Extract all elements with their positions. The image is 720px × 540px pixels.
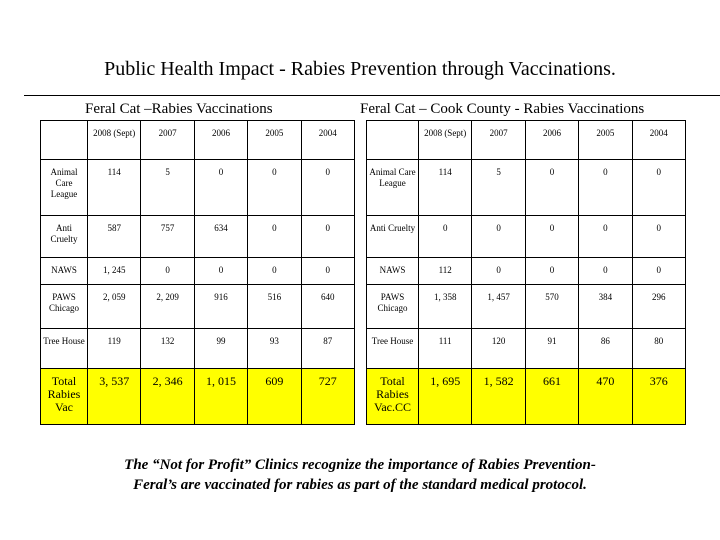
table-cell: 0 <box>301 160 354 216</box>
table-cell: 0 <box>525 258 578 285</box>
table-cell: 0 <box>248 216 301 258</box>
tagline-line-1: The “Not for Profit” Clinics recognize the importance of Rabies Prevention- <box>124 457 596 473</box>
table-row <box>41 160 355 216</box>
table-cell: 570 <box>525 285 578 329</box>
table-cell: 0 <box>419 216 472 258</box>
column-header: 2007 <box>472 121 525 160</box>
table-cell: 2, 209 <box>141 285 194 329</box>
left-table-heading: Feral Cat –Rabies Vaccinations <box>85 101 273 117</box>
total-cell: 609 <box>248 369 301 425</box>
table-cell: 0 <box>579 160 632 216</box>
column-header: 2004 <box>632 121 685 160</box>
total-cell: 3, 537 <box>88 369 141 425</box>
table-cell: 1, 245 <box>88 258 141 285</box>
table-cell: 1, 457 <box>472 285 525 329</box>
total-label: Total Rabies Vac <box>41 369 88 425</box>
table-cell: 5 <box>472 160 525 216</box>
table-cell: 132 <box>141 329 194 369</box>
table-cell: 516 <box>248 285 301 329</box>
right-table-heading: Feral Cat – Cook County - Rabies Vaccinations <box>360 101 645 117</box>
total-label: Total Rabies Vac.CC <box>367 369 419 425</box>
table-cell: 80 <box>632 329 685 369</box>
table-cell: 93 <box>248 329 301 369</box>
table-cell: 634 <box>194 216 247 258</box>
table-cell: 91 <box>525 329 578 369</box>
table-cell: 114 <box>88 160 141 216</box>
total-cell: 661 <box>525 369 578 425</box>
row-label: NAWS <box>41 258 88 285</box>
table-cell: 86 <box>579 329 632 369</box>
table-cell: 0 <box>632 216 685 258</box>
table-cell: 0 <box>194 160 247 216</box>
column-header: 2004 <box>301 121 354 160</box>
table-cell: 0 <box>632 258 685 285</box>
table-cell: 0 <box>141 258 194 285</box>
table-cell: 114 <box>419 160 472 216</box>
table-cell: 0 <box>525 160 578 216</box>
tagline-line-2: Feral’s are vaccinated for rabies as part of the standard medical protocol. <box>133 477 587 493</box>
row-label: Anti Cruelty <box>41 216 88 258</box>
table-cell: 0 <box>472 216 525 258</box>
table-cell: 112 <box>419 258 472 285</box>
table-cell: 120 <box>472 329 525 369</box>
page-title: Public Health Impact - Rabies Prevention through Vaccinations. <box>104 58 616 80</box>
table-row <box>367 160 686 216</box>
column-header: 2008 (Sept) <box>88 121 141 160</box>
table-cell: 0 <box>248 160 301 216</box>
table-cell: 0 <box>194 258 247 285</box>
total-cell: 1, 695 <box>419 369 472 425</box>
row-label: Animal Care League <box>41 160 88 216</box>
table-row <box>41 285 355 329</box>
table-row <box>41 329 355 369</box>
column-header: 2005 <box>248 121 301 160</box>
column-header: 2007 <box>141 121 194 160</box>
row-label: Tree House <box>367 329 419 369</box>
row-label: PAWS Chicago <box>367 285 419 329</box>
total-row <box>367 369 686 425</box>
header-row <box>367 121 686 160</box>
table-cell: 99 <box>194 329 247 369</box>
column-header: 2006 <box>194 121 247 160</box>
table-cell: 296 <box>632 285 685 329</box>
table-cell: 916 <box>194 285 247 329</box>
feral-cat-rabies-table <box>40 120 355 425</box>
table-row <box>367 258 686 285</box>
table-cell: 87 <box>301 329 354 369</box>
table-cell: 119 <box>88 329 141 369</box>
total-row <box>41 369 355 425</box>
table-cell: 111 <box>419 329 472 369</box>
table-cell: 587 <box>88 216 141 258</box>
table-cell: 757 <box>141 216 194 258</box>
total-cell: 470 <box>579 369 632 425</box>
table-cell: 0 <box>301 258 354 285</box>
column-header: 2008 (Sept) <box>419 121 472 160</box>
table-cell: 0 <box>248 258 301 285</box>
table-row <box>41 258 355 285</box>
row-label: NAWS <box>367 258 419 285</box>
corner-cell <box>367 121 419 160</box>
table-cell: 0 <box>579 216 632 258</box>
table-cell: 2, 059 <box>88 285 141 329</box>
row-label: Tree House <box>41 329 88 369</box>
table-cell: 0 <box>525 216 578 258</box>
total-cell: 2, 346 <box>141 369 194 425</box>
total-cell: 1, 015 <box>194 369 247 425</box>
row-label: Animal Care League <box>367 160 419 216</box>
header-row <box>41 121 355 160</box>
corner-cell <box>41 121 88 160</box>
table-row <box>367 285 686 329</box>
row-label: PAWS Chicago <box>41 285 88 329</box>
table-row <box>367 216 686 258</box>
table-cell: 384 <box>579 285 632 329</box>
total-cell: 1, 582 <box>472 369 525 425</box>
table-cell: 640 <box>301 285 354 329</box>
table-cell: 0 <box>632 160 685 216</box>
total-cell: 376 <box>632 369 685 425</box>
title-divider <box>24 95 720 96</box>
cook-county-rabies-table <box>366 120 686 425</box>
table-cell: 1, 358 <box>419 285 472 329</box>
total-cell: 727 <box>301 369 354 425</box>
table-row <box>41 216 355 258</box>
column-header: 2005 <box>579 121 632 160</box>
row-label: Anti Cruelty <box>367 216 419 258</box>
table-row <box>367 329 686 369</box>
table-cell: 0 <box>579 258 632 285</box>
table-cell: 0 <box>301 216 354 258</box>
column-header: 2006 <box>525 121 578 160</box>
table-cell: 0 <box>472 258 525 285</box>
table-cell: 5 <box>141 160 194 216</box>
